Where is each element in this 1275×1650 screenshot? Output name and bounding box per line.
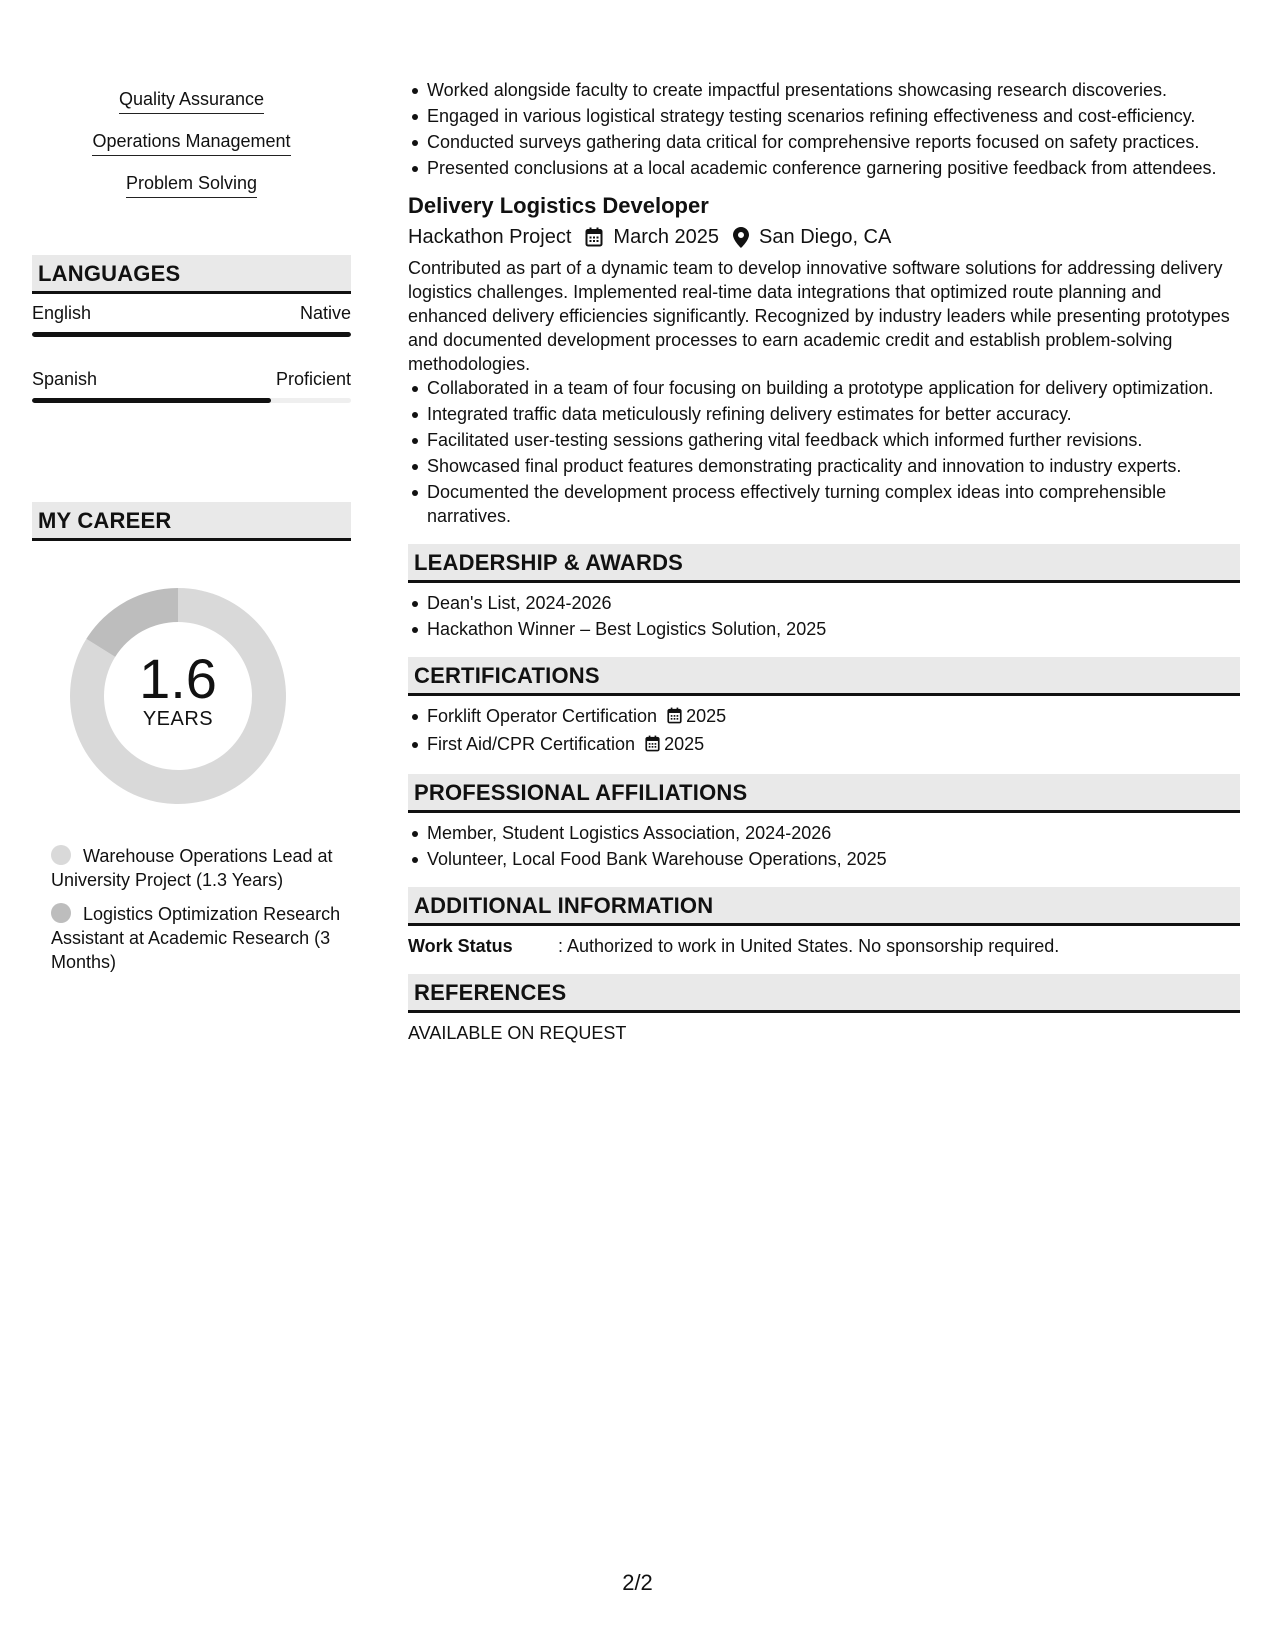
certifications-list	[408, 704, 1240, 758]
legend-dot	[51, 903, 71, 923]
references-heading: REFERENCES	[408, 974, 1240, 1013]
list-item: Worked alongside faculty to create impactful presentations showcasing research discoveries.	[427, 78, 1240, 102]
calendar-icon	[645, 734, 660, 758]
list-item	[427, 704, 1240, 730]
legend-dot	[51, 845, 71, 865]
skill-item: Operations Management	[92, 130, 290, 156]
career-legend-item	[51, 902, 341, 974]
list-item: Showcased final product features demonstrating practicality and innovation to industry experts.	[427, 454, 1240, 478]
language-level: Native	[299, 303, 351, 323]
list-item: Documented the development process effectively turning complex ideas into comprehensible narratives.	[427, 480, 1240, 528]
languages-heading: LANGUAGES	[32, 255, 351, 294]
career-legend	[51, 844, 341, 984]
list-item: Dean's List, 2024-2026	[427, 591, 1240, 615]
list-item: Collaborated in a team of four focusing on building a prototype application for delivery optimization.	[427, 376, 1240, 400]
list-item: Member, Student Logistics Association, 2024-2026	[427, 821, 1240, 845]
list-item: Conducted surveys gathering data critical for comprehensive reports focused on safety practices.	[427, 130, 1240, 154]
project-org: Hackathon Project	[408, 226, 572, 248]
list-item: Integrated traffic data meticulously refining delivery estimates for better accuracy.	[427, 402, 1240, 426]
legend-label: Logistics Optimization Research Assistant at Academic Research (3 Months)	[51, 904, 341, 972]
certification-name: Forklift Operator Certification	[427, 706, 658, 726]
language-english	[32, 302, 351, 337]
language-proficiency-bar	[32, 332, 351, 337]
list-item: Presented conclusions at a local academic conference garnering positive feedback from attendees.	[427, 156, 1240, 180]
work-status-value: : Authorized to work in United States. No sponsorship required.	[558, 936, 1060, 956]
certification-year: 2025	[686, 706, 727, 726]
legend-label: Warehouse Operations Lead at University Project (1.3 Years)	[51, 846, 333, 890]
left-column	[32, 72, 351, 972]
project-meta	[408, 224, 1240, 250]
career-donut-center	[66, 647, 290, 730]
list-item	[427, 732, 1240, 758]
certification-name: First Aid/CPR Certification	[427, 734, 636, 754]
skills-list	[32, 72, 351, 198]
map-pin-icon	[733, 227, 749, 248]
project-location: San Diego, CA	[759, 226, 892, 248]
language-proficiency-bar	[32, 398, 351, 403]
career-total-value: 1.6	[139, 647, 217, 710]
career-legend-item	[51, 844, 341, 892]
language-spanish	[32, 368, 351, 403]
language-proficiency-fill	[32, 332, 351, 337]
career-donut-chart	[66, 584, 290, 808]
language-proficiency-fill	[32, 398, 271, 403]
affiliations-heading: PROFESSIONAL AFFILIATIONS	[408, 774, 1240, 813]
affiliations-list	[408, 821, 1240, 871]
work-status-row	[408, 934, 1240, 958]
certification-year: 2025	[664, 734, 705, 754]
project-date: March 2025	[613, 226, 720, 248]
project-description: Contributed as part of a dynamic team to develop innovative software solutions for addressing delivery logistics challenges. Implemented real-time data integrations that optimized route planning and enhanced delivery efficiencies significantly. Recognized by industry leaders while presenting prototypes and documented development processes to earn academic credit and establish problem-solving methodologies.	[408, 258, 1230, 374]
skill-item: Quality Assurance	[119, 88, 264, 114]
list-item: Hackathon Winner – Best Logistics Solution, 2025	[427, 617, 1240, 641]
project-bullets	[408, 376, 1240, 528]
right-column	[408, 78, 1240, 1045]
career-heading: MY CAREER	[32, 502, 351, 541]
project-title: Delivery Logistics Developer	[408, 193, 709, 218]
language-name: Spanish	[32, 369, 98, 389]
page-number: 2/2	[622, 1570, 653, 1595]
language-name: English	[32, 303, 92, 323]
list-item: Volunteer, Local Food Bank Warehouse Operations, 2025	[427, 847, 1240, 871]
career-total-unit: YEARS	[142, 708, 214, 730]
work-status-label: Work Status	[408, 936, 513, 956]
previous-role-bullets	[408, 78, 1240, 180]
language-level: Proficient	[275, 369, 351, 389]
calendar-icon	[585, 227, 603, 247]
awards-list	[408, 591, 1240, 641]
additional-info-heading: ADDITIONAL INFORMATION	[408, 887, 1240, 926]
certifications-heading: CERTIFICATIONS	[408, 657, 1240, 696]
references-text: AVAILABLE ON REQUEST	[408, 1023, 627, 1043]
list-item: Facilitated user-testing sessions gathering vital feedback which informed further revisions.	[427, 428, 1240, 452]
awards-heading: LEADERSHIP & AWARDS	[408, 544, 1240, 583]
calendar-icon	[667, 706, 682, 730]
skill-item: Problem Solving	[126, 172, 257, 198]
list-item: Engaged in various logistical strategy testing scenarios refining effectiveness and cost-efficiency.	[427, 104, 1240, 128]
